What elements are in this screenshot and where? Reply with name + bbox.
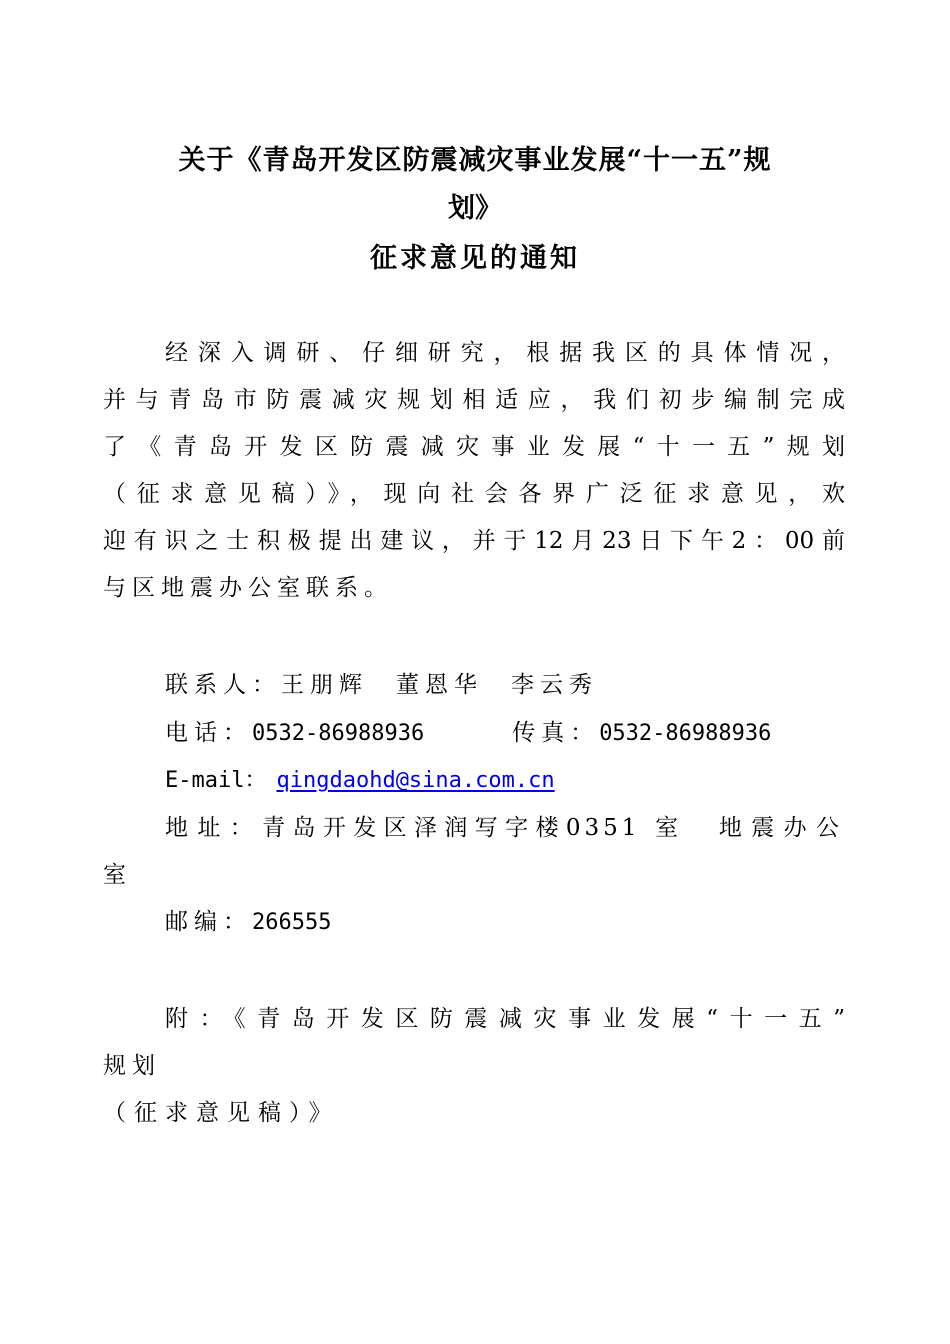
attachment-line-3-wrap xyxy=(103,1097,340,1129)
phone-label: 电话： xyxy=(165,720,252,746)
body-paragraph-line: 经深入调研、仔细研究，根据我区的具体情况， xyxy=(165,340,845,366)
document-title-line-2: 划》 xyxy=(448,193,502,224)
attachment-line-3: （征求意见稿）》 xyxy=(103,1100,340,1126)
body-paragraph-last-line: 与区地震办公室联系。 xyxy=(103,575,393,601)
phone-number: 0532-86988936 xyxy=(252,721,425,746)
attachment-line-1: 附：《青岛开发区防震减灾事业发展“十一五” xyxy=(165,1006,845,1032)
address-label: 地址： xyxy=(165,815,263,841)
document-title-line-3: 征求意见的通知 xyxy=(370,243,580,274)
zip-label: 邮编： xyxy=(165,909,252,935)
contact-email-row xyxy=(165,764,555,797)
fax-label: 传真： xyxy=(512,720,600,746)
contact-person-3: 李云秀 xyxy=(511,672,598,698)
body-paragraph-line: 迎有识之士积极提出建议，并于12月23日下午2：00前 xyxy=(103,528,845,554)
contact-people-row xyxy=(165,669,598,701)
contact-people-label: 联系人： xyxy=(165,672,281,698)
address-continuation: 室 xyxy=(103,862,126,888)
body-paragraph-line: 并与青岛市防震减灾规划相适应，我们初步编制完成 xyxy=(103,387,845,413)
zip-code: 266555 xyxy=(252,910,332,935)
contact-phone-row xyxy=(165,717,771,750)
body-paragraph-line xyxy=(103,572,393,604)
contact-person-1: 王朋辉 xyxy=(281,672,368,698)
contact-zip-row xyxy=(165,906,331,939)
attachment-line-2-wrap xyxy=(103,1050,161,1082)
body-paragraph-line: 了《青岛开发区防震减灾事业发展“十一五”规划 xyxy=(103,434,845,460)
contact-address-row xyxy=(165,812,845,844)
address-text: 青岛开发区泽润写字楼0351 室 xyxy=(262,815,686,841)
address-office: 地震办公 xyxy=(715,815,846,841)
fax-number: 0532-86988936 xyxy=(599,721,772,746)
body-paragraph-line: （征求意见稿）》，现向社会各界广泛征求意见，欢 xyxy=(103,481,845,507)
attachment-line-2: 规划 xyxy=(103,1053,161,1079)
email-label: E-mail： xyxy=(165,768,267,793)
email-link[interactable]: qingdaohd@sina.com.cn xyxy=(276,768,555,793)
contact-person-2: 董恩华 xyxy=(396,672,483,698)
document-title-line-1: 关于《青岛开发区防震减灾事业发展“十一五”规 xyxy=(178,145,772,176)
